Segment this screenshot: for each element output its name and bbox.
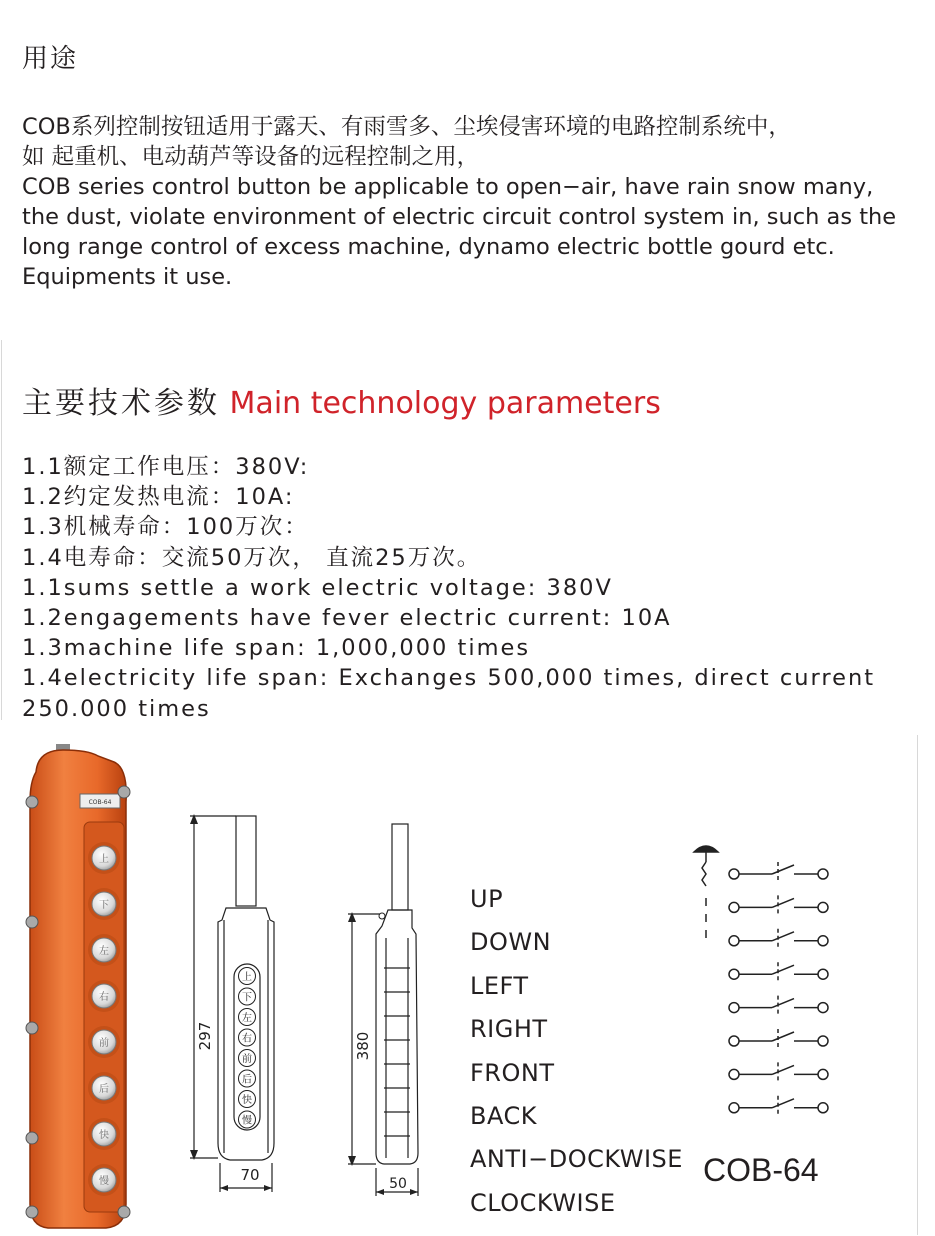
description — [22, 112, 917, 292]
param-line: 1.3machine life span: 1,000,000 times — [22, 635, 531, 662]
params-heading-zh: 主要技术参数 — [22, 386, 220, 421]
front-button-glyph: 快 — [242, 1095, 252, 1106]
function-label-left: LEFT — [470, 971, 529, 1000]
front-buttons — [239, 968, 256, 1129]
description-line: 如 起重机、电动葫芦等设备的远程控制之用， — [22, 144, 480, 170]
pendant-button — [88, 888, 120, 920]
function-label-right: RIGHT — [470, 1015, 548, 1044]
switch-row — [729, 895, 828, 915]
front-button — [239, 1070, 256, 1087]
params-list — [22, 452, 875, 724]
pendant-button-glyph: 前 — [99, 1038, 109, 1049]
wiring-diagram — [686, 838, 836, 1128]
bolt — [26, 796, 38, 808]
bolt — [26, 1206, 38, 1218]
divider-line — [1, 340, 2, 720]
front-button — [239, 968, 256, 985]
model-name: COB-64 — [703, 1152, 819, 1188]
front-button — [239, 1009, 256, 1026]
param-line: 250.000 times — [22, 695, 211, 722]
front-button — [239, 988, 256, 1005]
front-button — [239, 1029, 256, 1046]
side-dimension-drawing — [340, 818, 440, 1208]
pendant-button-glyph: 下 — [99, 900, 109, 911]
function-labels — [470, 878, 683, 1225]
switch-row — [729, 1062, 828, 1082]
front-button-glyph: 慢 — [242, 1115, 252, 1127]
function-label-anticlockwise: ANTI−DOCKWISE — [470, 1145, 683, 1174]
bolt — [26, 916, 38, 928]
bolt — [118, 786, 130, 798]
description-line: COB series control button be applicable to open−air, have rain snow many, — [22, 174, 874, 200]
front-dimension-drawing — [170, 808, 320, 1208]
param-line: 1.2engagements have fever electric current: 10A — [22, 605, 672, 632]
pendant-button — [88, 1118, 120, 1150]
bolt — [26, 1022, 38, 1034]
switch-row — [729, 929, 828, 949]
switch-rows — [729, 862, 828, 1116]
width-dimension-70: 70 — [240, 1166, 260, 1184]
params-heading-en: Main technology parameters — [229, 386, 661, 421]
param-line: 1.1额定工作电压：380V: — [22, 454, 310, 480]
switch-row — [729, 1096, 828, 1116]
switch-row — [729, 862, 828, 882]
front-button — [239, 1111, 256, 1128]
param-line: 1.4electricity life span: Exchanges 500,000 times, direct current — [22, 665, 876, 692]
description-line: the dust, violate environment of electric circuit control system in, such as the — [22, 204, 897, 230]
pendant-button — [88, 1072, 120, 1104]
pendant-button — [88, 980, 120, 1012]
height-dimension-297: 297 — [196, 1021, 214, 1051]
front-button-glyph: 下 — [242, 992, 252, 1004]
pendant-button — [88, 842, 120, 874]
pendant-button-glyph: 上 — [99, 854, 109, 865]
pendant-button-glyph: 快 — [99, 1130, 109, 1141]
front-button — [239, 1091, 256, 1108]
pendant-button — [88, 934, 120, 966]
front-button — [239, 1050, 256, 1067]
params-heading — [22, 378, 661, 422]
pendant-button-glyph: 后 — [99, 1084, 109, 1095]
function-label-up: UP — [470, 885, 504, 913]
side-ribs — [384, 968, 410, 1136]
pendant-button — [88, 1026, 120, 1058]
label-plate: COB-64 — [88, 799, 112, 806]
param-line: 1.2约定发热电流：10A: — [22, 484, 295, 511]
description-line: long range control of excess machine, dynamo electric bottle gourd etc. — [22, 234, 835, 260]
switch-row — [729, 996, 828, 1016]
function-label-down: DOWN — [470, 928, 552, 957]
front-button-glyph: 前 — [242, 1054, 252, 1065]
param-line: 1.4电寿命：交流50万次， 直流25万次。 — [22, 544, 482, 571]
width-dimension-50: 50 — [389, 1176, 407, 1192]
pendant-button-glyph: 右 — [99, 992, 109, 1003]
pendant-button — [88, 1164, 120, 1196]
front-button-glyph: 右 — [242, 1033, 252, 1045]
bolt — [26, 1132, 38, 1144]
front-button-glyph: 后 — [242, 1074, 252, 1086]
function-label-back: BACK — [470, 1102, 537, 1131]
description-line: Equipments it use. — [22, 264, 233, 290]
function-label-clockwise: CLOCKWISE — [470, 1188, 616, 1217]
section-title: 用途 — [22, 44, 79, 74]
switch-row — [729, 1029, 828, 1049]
pendant-photo — [18, 742, 138, 1232]
height-dimension-380: 380 — [354, 1031, 372, 1061]
pendant-button-glyph: 慢 — [99, 1176, 109, 1187]
front-button-glyph: 上 — [242, 972, 252, 983]
param-line: 1.3机械寿命：100万次： — [22, 514, 309, 541]
param-line: 1.1sums settle a work electric voltage: 380V — [22, 574, 613, 601]
front-button-glyph: 左 — [242, 1013, 252, 1024]
divider-line — [917, 735, 918, 1235]
description-line: COB系列控制按钮适用于露天、有雨雪多、尘埃侵害环境的电路控制系统中， — [22, 114, 791, 140]
bolt — [118, 1206, 130, 1218]
function-label-front: FRONT — [470, 1058, 555, 1087]
switch-row — [729, 962, 828, 982]
pendant-button-glyph: 左 — [99, 946, 109, 957]
